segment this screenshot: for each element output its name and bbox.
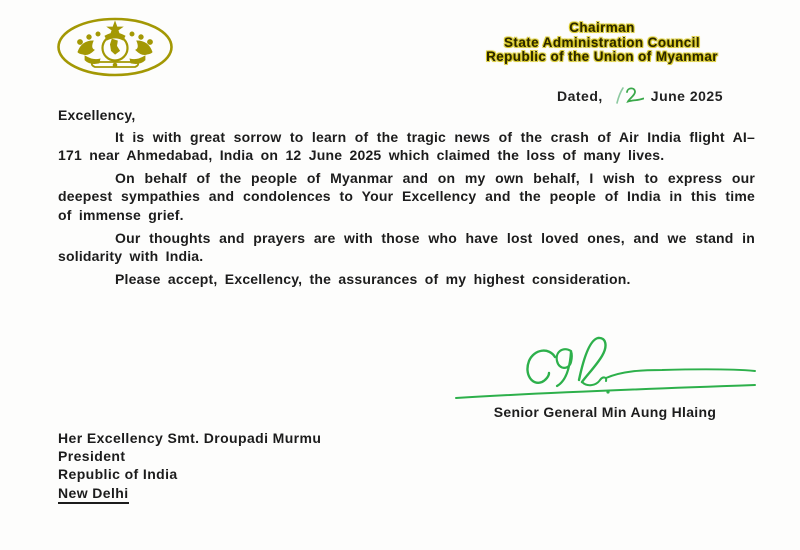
paragraph-2: On behalf of the people of Myanmar and on my own behalf, I wish to express our deepest sympathies and condolences to Your Excellency and the people of India in this time of immense grief. [58,169,755,223]
letterhead [418,21,786,65]
letterhead-country: Republic of the Union of Myanmar [486,49,718,65]
recipient-block [58,429,321,504]
salutation: Excellency, [58,107,136,123]
dateline [557,85,723,107]
letterhead-org: State Administration Council [504,34,700,50]
paragraph-1: It is with great sorrow to learn of the tragic news of the crash of Air India flight AI–171 near Ahmedabad, India on 12 June 2025 which claimed the loss of many lives. [58,128,755,164]
letter-body [58,106,755,292]
recipient-country: Republic of India [58,466,178,483]
myanmar-state-seal-icon [55,16,175,78]
handwritten-day-icon [610,85,644,107]
recipient-title: President [58,448,126,465]
paragraph-3: Our thoughts and prayers are with those who have lost loved ones, and we stand in solidarity with India. [58,229,755,265]
date-rest: June 2025 [650,88,724,104]
date-prefix: Dated, [557,88,603,104]
letterhead-title: Chairman [569,20,635,35]
recipient-name: Her Excellency Smt. Droupadi Murmu [58,430,322,446]
recipient-city: New Delhi [58,484,129,504]
signatory-name: Senior General Min Aung Hlaing [493,404,717,420]
handwritten-signature-icon [450,330,760,408]
paragraph-4: Please accept, Excellency, the assurances of my highest consideration. [115,270,631,287]
